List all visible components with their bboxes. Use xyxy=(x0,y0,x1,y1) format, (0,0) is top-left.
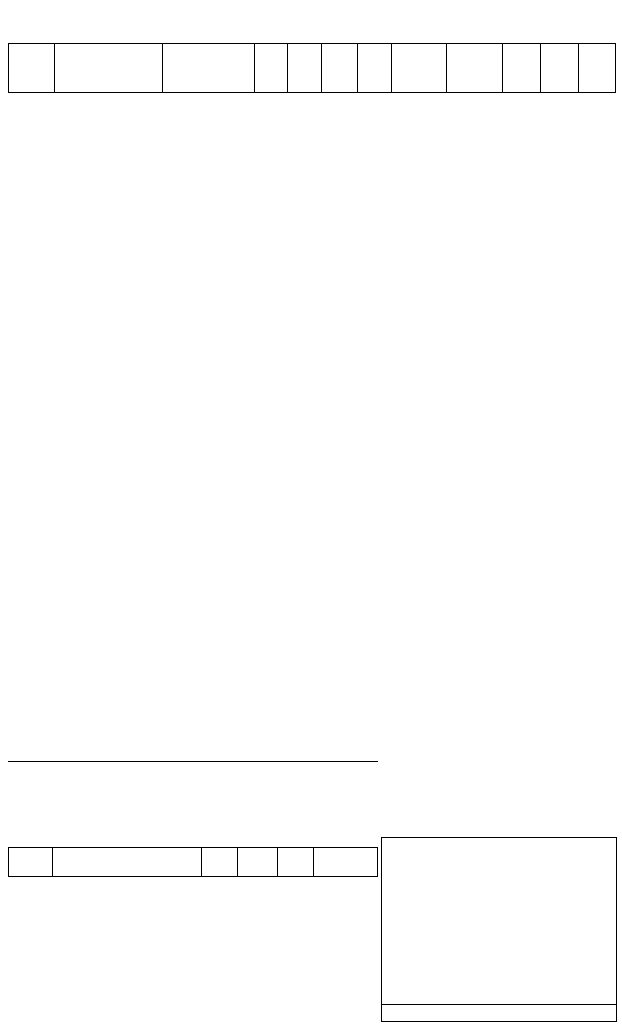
col-hg-hcp xyxy=(578,44,615,93)
col-plaats xyxy=(9,44,55,93)
col-pinfall xyxy=(358,44,392,93)
col-team xyxy=(162,44,254,93)
ts-col-games xyxy=(238,848,278,877)
ts-col-gem xyxy=(314,848,378,877)
col-hg-scratch xyxy=(503,44,541,93)
high-scores-box xyxy=(381,837,617,1022)
col-gem-incl-hcp xyxy=(447,44,503,93)
col-hs-3games xyxy=(541,44,579,93)
col-gem-scratch xyxy=(392,44,447,93)
col-seizoen xyxy=(54,44,162,93)
col-hcp-nieuw xyxy=(288,44,322,93)
col-aantal-games xyxy=(322,44,358,93)
teamstand-header xyxy=(8,847,378,877)
ts-col-plaats xyxy=(9,848,53,877)
ts-col-punten xyxy=(202,848,238,877)
col-hcp-oud xyxy=(254,44,288,93)
player-table-header xyxy=(8,43,616,93)
ts-col-naam xyxy=(52,848,202,877)
ts-col-pinfall xyxy=(278,848,314,877)
